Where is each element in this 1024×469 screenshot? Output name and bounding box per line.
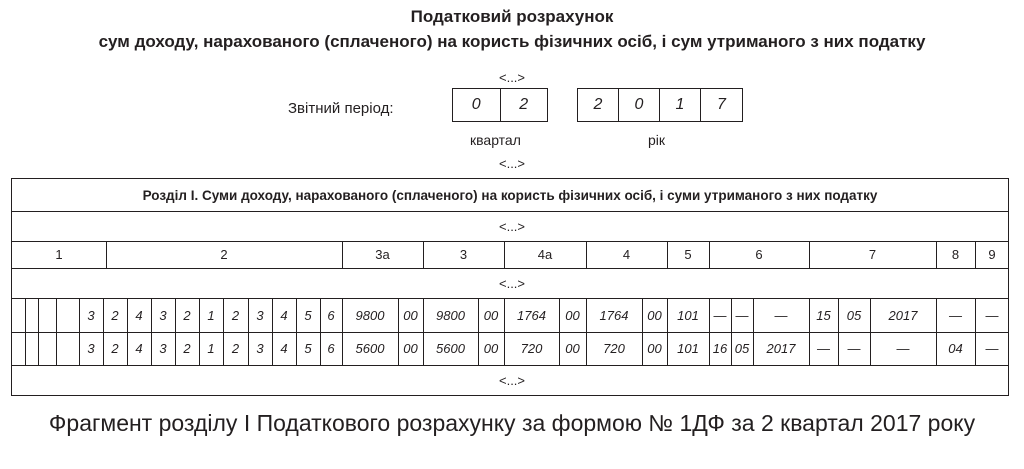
column-header-5: 4а: [537, 247, 553, 262]
table-cell: 00: [483, 341, 499, 356]
column-header-11: 9: [988, 247, 996, 262]
section-title: Розділ І. Суми доходу, нарахованого (сплаченого) на користь фізичних осіб, і суми утриманого з них податку: [142, 187, 878, 203]
table-cell: 1764: [517, 307, 546, 323]
table-cell: [56, 298, 79, 332]
table-cell: 2: [111, 341, 119, 356]
column-header-row: [12, 241, 1008, 268]
table-cell: 5600: [436, 341, 465, 356]
quarter-digit: 2: [519, 96, 529, 113]
table-cell: 5600: [355, 341, 385, 356]
table-cell: 16: [712, 341, 728, 356]
year-digit: 7: [717, 96, 726, 113]
table-cell: 00: [647, 341, 662, 356]
form-title: Податковий розрахунок: [410, 7, 614, 26]
year-digit: 1: [660, 89, 701, 121]
table-row: [12, 298, 1008, 332]
quarter-box: [452, 88, 548, 122]
table-cell: 4: [280, 307, 288, 323]
table-cell: —: [774, 307, 788, 323]
table-cell: 00: [483, 307, 499, 323]
table-cell: 3: [256, 341, 264, 356]
table-cell: 4: [135, 341, 143, 356]
table-cell: [38, 298, 56, 332]
table-cell: —: [896, 341, 910, 356]
table-cell: 00: [403, 341, 418, 356]
table-cell: 3: [159, 341, 167, 356]
year-digit: 0: [619, 89, 660, 121]
table-cell: 2: [111, 307, 119, 323]
column-header-4: 3: [459, 247, 468, 262]
column-header-10: 8: [951, 247, 960, 262]
ellipsis-before-rows: <...>: [498, 275, 526, 291]
table-cell: 9800: [436, 307, 465, 323]
table-cell: —: [713, 307, 727, 323]
table-cell: 1764: [599, 307, 629, 323]
column-header-6: 4: [622, 247, 631, 262]
column-header-7: 5: [684, 247, 692, 262]
column-header-2: 2: [220, 247, 228, 262]
table-cell: 4: [135, 307, 143, 323]
year-box: [577, 88, 743, 122]
table-cell: 04: [948, 341, 963, 356]
table-cell: 3: [87, 341, 95, 356]
table-cell: 6: [327, 307, 335, 323]
table-cell: 9800: [355, 307, 385, 323]
table-cell: [56, 332, 79, 365]
table-cell: 6: [327, 341, 335, 356]
table-cell: 2017: [888, 307, 918, 323]
ellipsis-bottom: <...>: [498, 373, 526, 388]
table-cell: 101: [677, 307, 699, 323]
table-cell: [25, 332, 38, 365]
table-cell: [12, 332, 25, 365]
year-digit: 2: [578, 89, 619, 121]
table-cell: 4: [280, 341, 288, 356]
table-cell: 720: [603, 341, 625, 356]
table-cell: 2: [183, 307, 191, 323]
table-cell: 1: [207, 307, 215, 323]
column-header-9: 7: [868, 247, 877, 262]
table-cell: 05: [846, 307, 862, 323]
table-cell: 3: [256, 307, 264, 323]
form-subtitle: сум доходу, нарахованого (сплаченого) на користь фізичних осіб, і сум утриманого з них податку: [98, 32, 926, 51]
table-cell: 05: [734, 341, 750, 356]
table-cell: —: [949, 307, 962, 323]
column-header-3: 3а: [375, 247, 390, 262]
table-cell: 00: [403, 307, 418, 323]
table-cell: [25, 298, 38, 332]
table-cell: 15: [816, 307, 831, 323]
table-cell: 720: [520, 341, 543, 356]
table-cell: 2017: [766, 341, 796, 356]
table-cell: 2: [183, 341, 191, 356]
table-cell: [12, 298, 25, 332]
table-cell: 5: [304, 307, 312, 323]
table-cell: [38, 332, 56, 365]
quarter-label: квартал: [470, 132, 521, 148]
table-cell: —: [985, 307, 999, 323]
table-cell: 3: [159, 307, 167, 323]
table-cell: 00: [565, 307, 580, 323]
quarter-digit: 0: [453, 89, 501, 121]
figure-caption: Фрагмент розділу І Податкового розрахунку за формою № 1ДФ за 2 квартал 2017 року: [48, 410, 976, 436]
year-label: рік: [648, 132, 666, 148]
table-cell: —: [985, 341, 999, 356]
table-cell: —: [735, 307, 749, 323]
table-row: [12, 332, 1008, 365]
ellipsis-after-period: <...>: [498, 156, 526, 171]
table-cell: 101: [677, 341, 699, 356]
column-header-1: 1: [55, 247, 63, 262]
table-cell: 2: [231, 341, 240, 356]
table-cell: 2: [231, 307, 240, 323]
reporting-period-label: Звітний період:: [288, 100, 394, 117]
ellipsis-section: <...>: [498, 218, 526, 234]
table-cell: —: [847, 341, 861, 356]
table-cell: —: [817, 341, 830, 356]
ellipsis-top: <...>: [498, 70, 526, 85]
table-cell: 3: [87, 307, 95, 323]
table-cell: 00: [647, 307, 662, 323]
table-cell: 1: [207, 341, 215, 356]
table-cell: 00: [565, 341, 580, 356]
table-cell: 5: [304, 341, 312, 356]
section-one-table: [11, 178, 1009, 396]
column-header-8: 6: [755, 247, 763, 262]
